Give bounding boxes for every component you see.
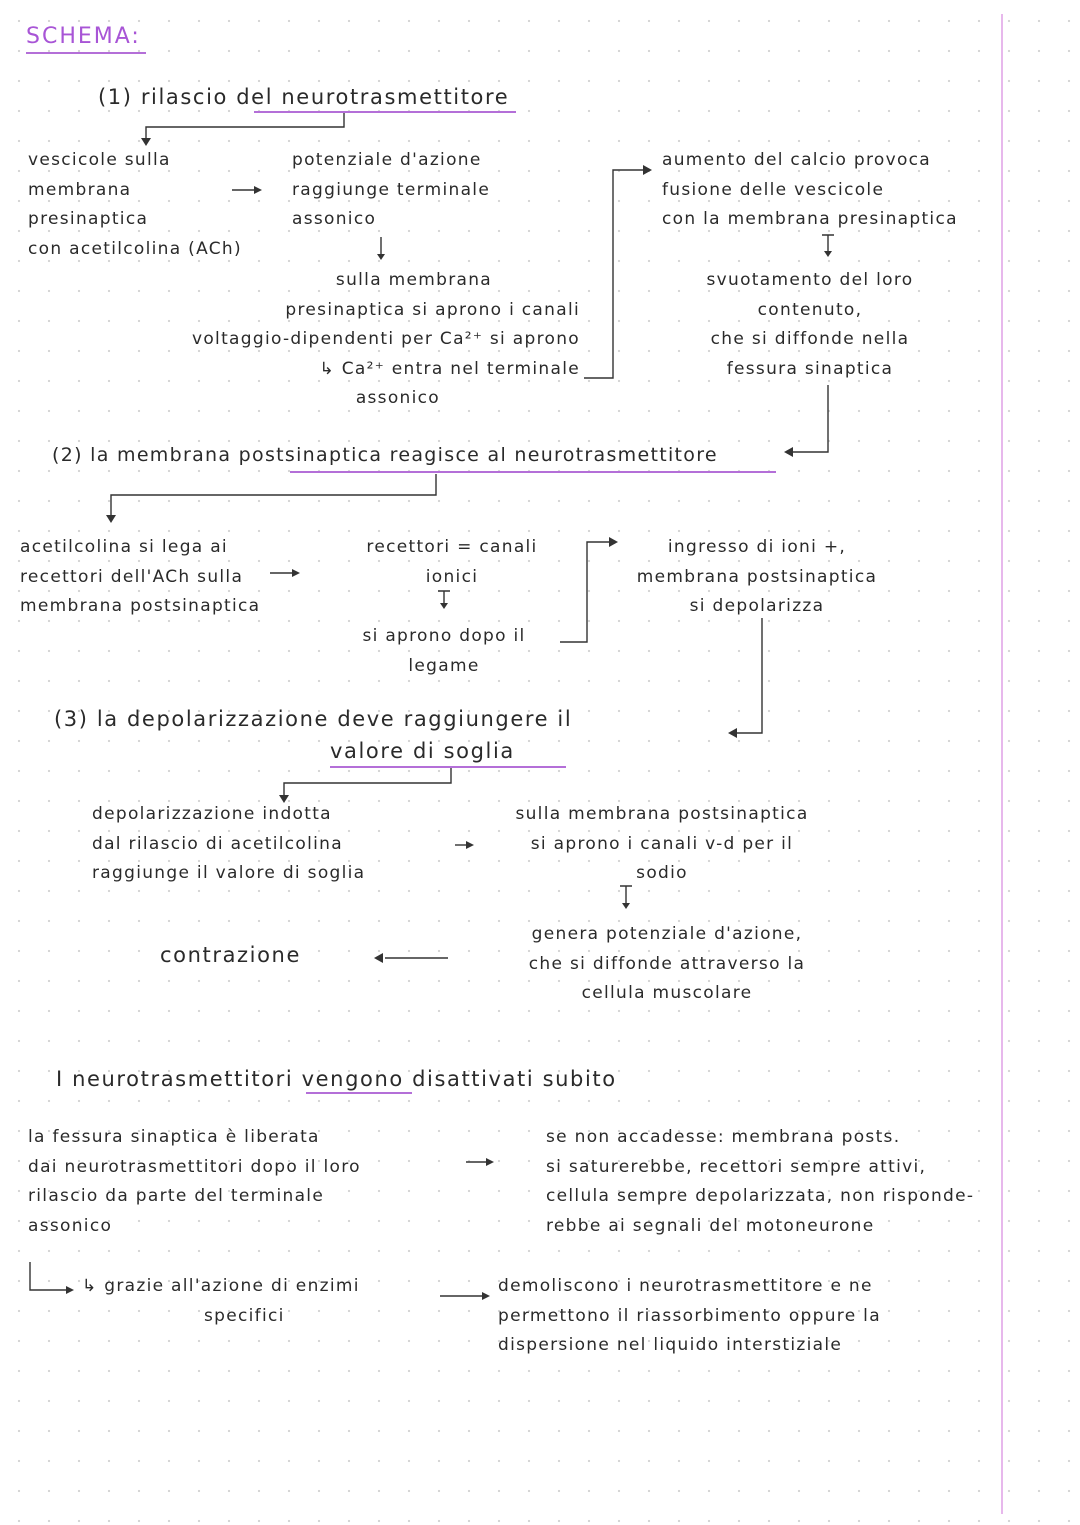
step2-recettori-block [352, 533, 552, 592]
demoliscono-line-1: demoliscono i neurotrasmettitore e ne [498, 1276, 873, 1296]
acetilcolina-line-1: acetilcolina si lega ai [20, 537, 228, 557]
connector-aprono-ingresso [560, 542, 616, 642]
potenziale-line-2: raggiunge terminale [292, 179, 491, 200]
se-non-line-4: rebbe ai segnali del motoneurone [546, 1215, 875, 1236]
svuotamento-line-4: fessura sinaptica [726, 358, 894, 379]
step3-heading-underline [330, 766, 566, 768]
svuotamento-line-2: contenuto, [757, 299, 863, 320]
step1-heading: (1) rilascio del neurotrasmettitore [98, 85, 510, 109]
step2-aprono-block [344, 622, 544, 681]
calcio-line-1: aumento del calcio provoca [662, 150, 932, 170]
canali-line-3: voltaggio-dipendenti per Ca²⁺ si aprono [192, 329, 580, 349]
fessura-line-1: la fessura sinaptica è liberata [28, 1127, 320, 1147]
canali-line-2: presinaptica si aprono i canali [285, 299, 580, 320]
enzimi-line-2: specifici [204, 1305, 285, 1326]
ingresso-line-1: ingresso di ioni +, [667, 537, 847, 557]
vesicole-line-4: con acetilcolina (ACh) [28, 238, 242, 259]
step3-heading-a: (3) la depolarizzazione deve raggiungere il [54, 707, 573, 731]
indotta-line-1: depolarizzazione indotta [92, 804, 332, 824]
inactivation-fessura-block [28, 1123, 361, 1241]
step3-indotta-block [92, 800, 365, 889]
inactivation-enzimi-block [82, 1272, 360, 1331]
se-non-line-1: se non accadesse: membrana posts. [546, 1127, 901, 1147]
potenziale-line-1: potenziale d'azione [292, 150, 482, 170]
aprono-line-2: legame [408, 655, 480, 676]
step2-heading-underline [290, 471, 776, 473]
indotta-line-3: raggiunge il valore di soglia [92, 863, 366, 883]
demoliscono-line-2: permettono il riassorbimento oppure la [498, 1305, 881, 1326]
step1-heading-underline [254, 111, 516, 113]
step2-ingresso-block [612, 533, 902, 622]
connector-step2-down [111, 474, 436, 520]
potenziale-line-3: assonico [292, 209, 377, 229]
step2-heading: (2) la membrana postsinaptica reagisce al neurotrasmettitore [52, 444, 718, 466]
vesicole-line-3: presinaptica [28, 209, 149, 229]
recettori-line-2: ionici [425, 566, 479, 587]
step3-sodio-block [482, 800, 842, 889]
svuotamento-line-3: che si diffonde nella [710, 329, 910, 349]
step1-canali-block [118, 266, 580, 414]
step1-potenziale-block [292, 146, 490, 235]
vesicole-line-1: vescicole sulla [28, 150, 171, 170]
sodio-line-2: si aprono i canali v-d per il [530, 833, 794, 854]
aprono-line-1: si aprono dopo il [362, 626, 526, 646]
step2-acetilcolina-block [20, 533, 260, 622]
inactivation-heading: I neurotrasmettitori vengono disattivati subito [56, 1067, 617, 1091]
canali-line-4: ↳ Ca²⁺ entra nel terminale [319, 358, 580, 379]
sodio-line-3: sodio [636, 863, 688, 883]
contrazione-label: contrazione [160, 943, 301, 967]
se-non-line-2: si saturerebbe, recettori sempre attivi, [546, 1156, 927, 1177]
vesicole-line-2: membrana [28, 179, 132, 200]
fessura-line-2: dai neurotrasmettitori dopo il loro [28, 1156, 361, 1177]
inactivation-heading-underline [306, 1092, 412, 1094]
recettori-line-1: recettori = canali [366, 537, 538, 557]
title-underline [26, 52, 146, 54]
connector-svuotamento-step2 [786, 385, 828, 452]
genera-line-3: cellula muscolare [581, 983, 753, 1003]
sodio-line-1: sulla membrana postsinaptica [515, 804, 809, 824]
step1-vesicole-block [28, 146, 242, 264]
ingresso-line-2: membrana postsinaptica [636, 566, 878, 587]
canali-line-1: sulla membrana [335, 270, 492, 290]
connector-canali-calcio [584, 170, 650, 378]
step3-genera-block [474, 920, 860, 1009]
step1-svuotamento-block [650, 266, 970, 384]
step3-heading-b: valore di soglia [330, 739, 515, 763]
acetilcolina-line-2: recettori dell'ACh sulla [20, 566, 244, 587]
inactivation-se-non-block [546, 1123, 974, 1241]
calcio-line-2: fusione delle vescicole [662, 179, 885, 200]
connector-step1-down [146, 112, 344, 143]
demoliscono-line-3: dispersione nel liquido interstiziale [498, 1335, 843, 1355]
indotta-line-2: dal rilascio di acetilcolina [92, 833, 343, 854]
svuotamento-line-1: svuotamento del loro [706, 270, 914, 290]
fessura-line-4: assonico [28, 1215, 113, 1236]
genera-line-1: genera potenziale d'azione, [531, 924, 803, 944]
connector-depolarizza-step3 [730, 618, 762, 733]
se-non-line-3: cellula sempre depolarizzata, non risponde- [546, 1186, 975, 1206]
enzimi-line-1: ↳ grazie all'azione di enzimi [82, 1276, 360, 1296]
inactivation-demoliscono-block [498, 1272, 881, 1361]
step1-calcio-block [662, 146, 958, 235]
ingresso-line-3: si depolarizza [689, 596, 825, 616]
canali-line-5: assonico [355, 388, 440, 408]
calcio-line-3: con la membrana presinaptica [662, 209, 958, 229]
connector-step3-down [284, 768, 451, 800]
genera-line-2: che si diffonde attraverso la [528, 953, 806, 974]
acetilcolina-line-3: membrana postsinaptica [20, 596, 261, 616]
page-title: SCHEMA: [26, 24, 141, 49]
fessura-line-3: rilascio da parte del terminale [28, 1186, 325, 1206]
